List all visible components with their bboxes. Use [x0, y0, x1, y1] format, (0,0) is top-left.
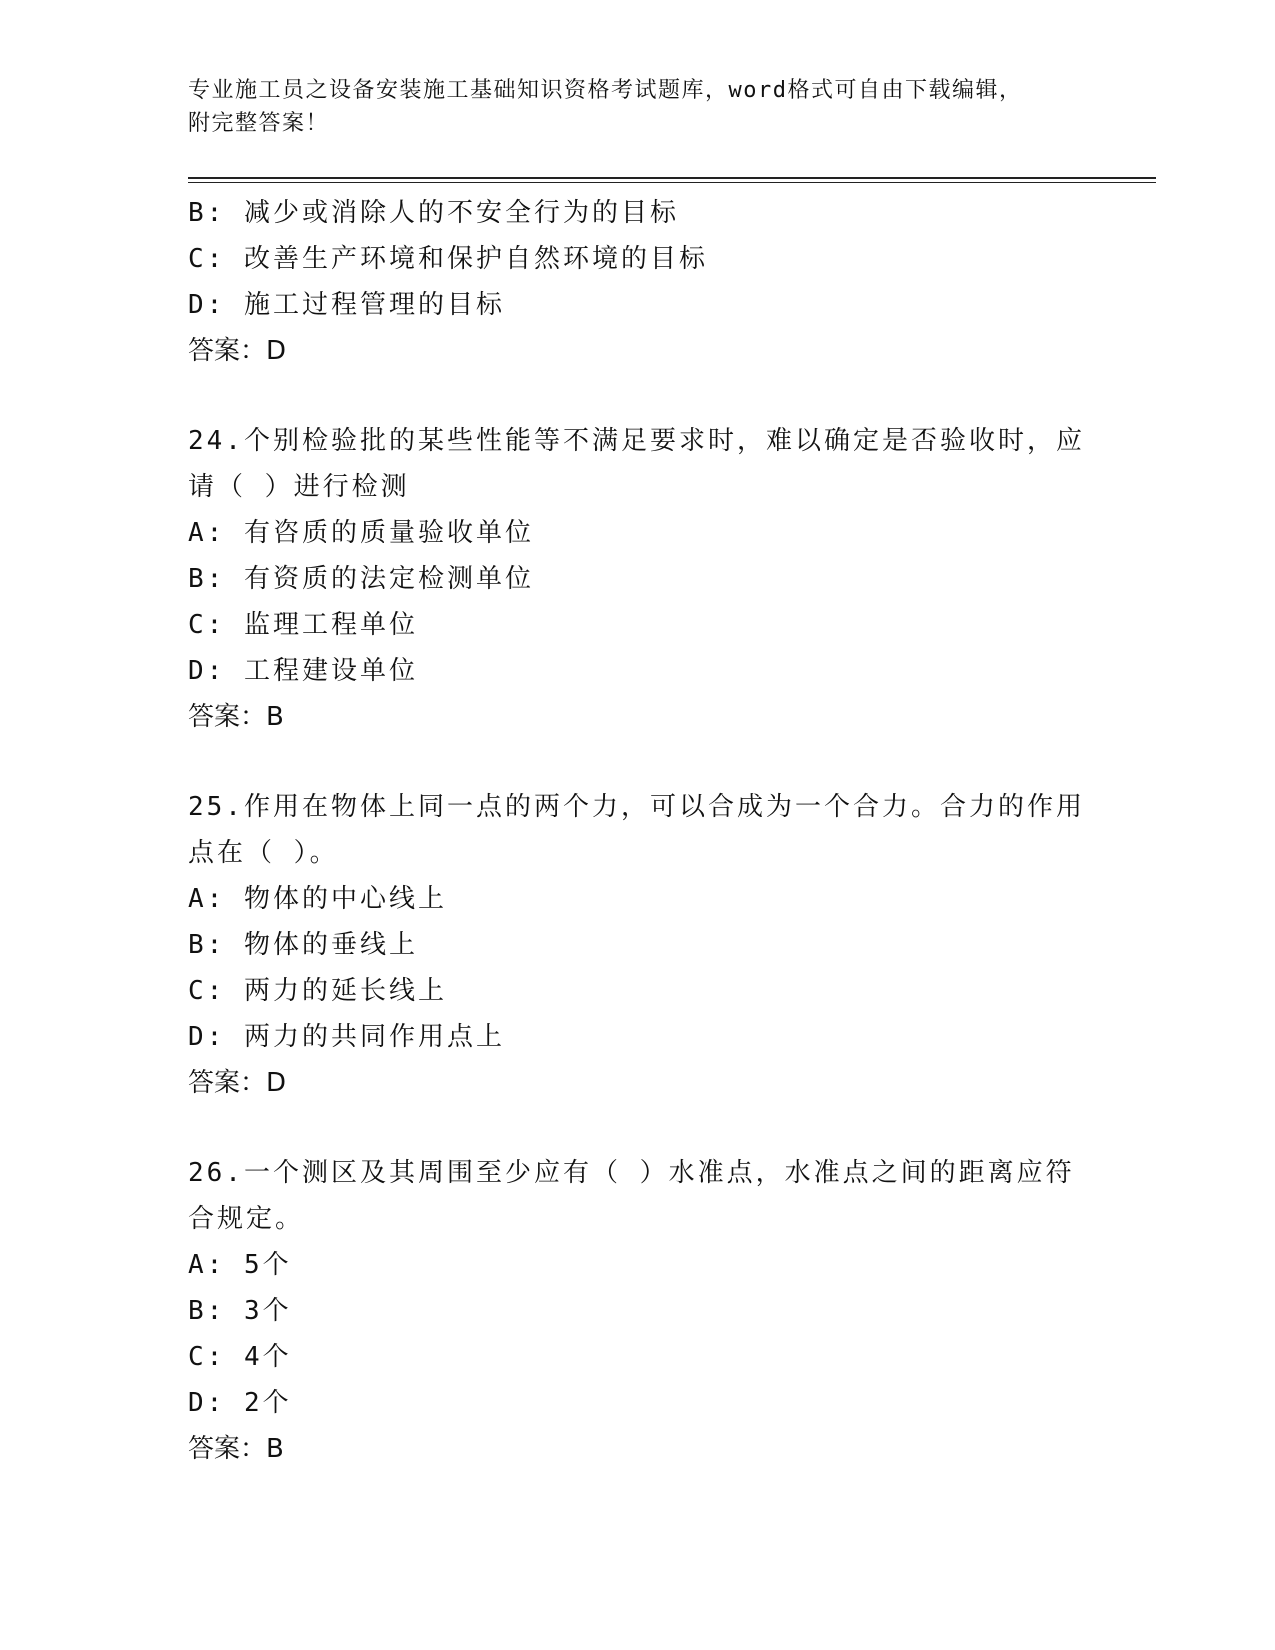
header-line-1: 专业施工员之设备安装施工基础知识资格考试题库，word格式可自由下载编辑，	[188, 78, 1023, 103]
option-a: A: 有咨质的质量验收单位	[188, 518, 534, 548]
header-divider-thick	[188, 177, 1156, 179]
header-divider-thin	[188, 182, 1156, 183]
option-b: B: 3个	[188, 1296, 292, 1326]
question-23-continued	[188, 190, 1088, 374]
option-d: D: 2个	[188, 1388, 292, 1418]
document-header	[188, 74, 1068, 140]
option-a: A: 物体的中心线上	[188, 884, 447, 914]
option-b: B: 减少或消除人的不安全行为的目标	[188, 198, 679, 228]
spacer	[188, 740, 1088, 784]
option-a: A: 5个	[188, 1250, 292, 1280]
question-24	[188, 418, 1088, 740]
answer-line: 答案：B	[188, 1434, 284, 1464]
option-d: D: 施工过程管理的目标	[188, 290, 505, 320]
question-stem-continued: 点在（ ）。	[188, 838, 339, 868]
answer-line: 答案：D	[188, 1068, 287, 1098]
question-stem: 24.个别检验批的某些性能等不满足要求时，难以确定是否验收时，应	[188, 426, 1085, 456]
question-26	[188, 1150, 1088, 1472]
option-d: D: 两力的共同作用点上	[188, 1022, 505, 1052]
option-c: C: 4个	[188, 1342, 292, 1372]
question-25	[188, 784, 1088, 1106]
answer-line: 答案：B	[188, 702, 284, 732]
question-list	[188, 190, 1088, 1472]
option-c: C: 两力的延长线上	[188, 976, 447, 1006]
question-stem: 26.一个测区及其周围至少应有（ ）水准点，水准点之间的距离应符	[188, 1158, 1075, 1188]
question-stem: 25.作用在物体上同一点的两个力，可以合成为一个合力。合力的作用	[188, 792, 1085, 822]
answer-line: 答案：D	[188, 336, 287, 366]
question-stem-continued: 请（ ）进行检测	[188, 472, 410, 502]
option-d: D: 工程建设单位	[188, 656, 418, 686]
spacer	[188, 374, 1088, 418]
option-b: B: 物体的垂线上	[188, 930, 418, 960]
spacer	[188, 1106, 1088, 1150]
option-c: C: 改善生产环境和保护自然环境的目标	[188, 244, 708, 274]
question-stem-continued: 合规定。	[188, 1204, 305, 1234]
option-b: B: 有资质的法定检测单位	[188, 564, 534, 594]
option-c: C: 监理工程单位	[188, 610, 418, 640]
header-line-2: 附完整答案！	[188, 111, 330, 136]
